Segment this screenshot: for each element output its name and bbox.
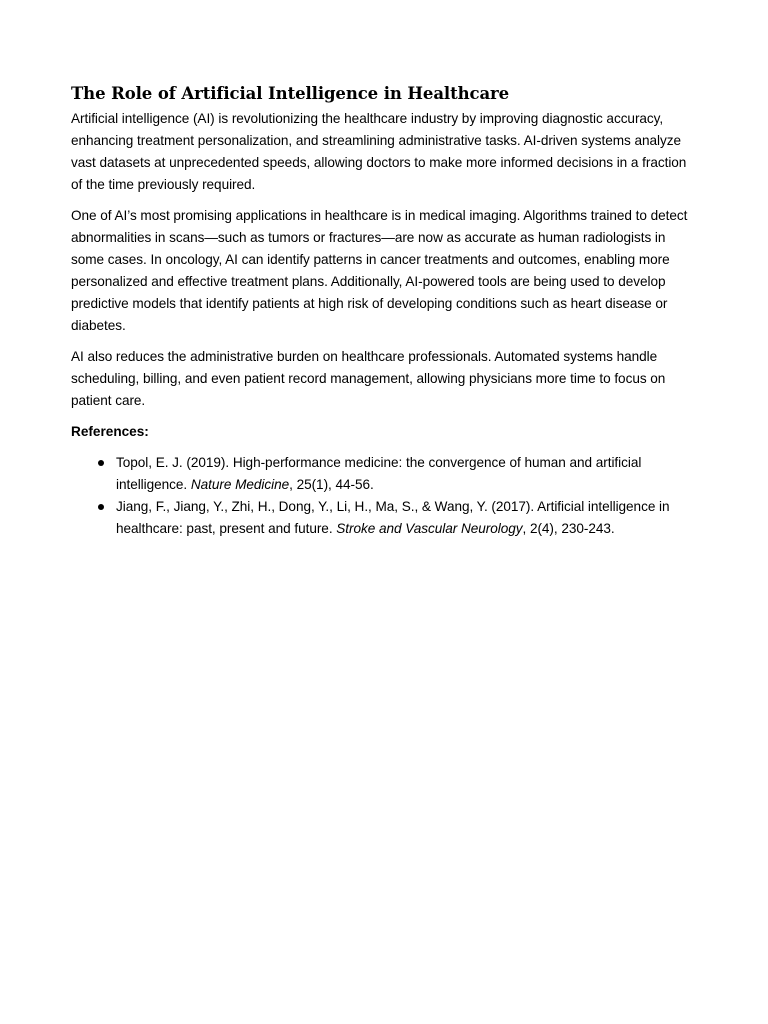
document-page	[71, 82, 699, 540]
reference-details: , 25(1), 44-56.	[289, 477, 374, 492]
reference-journal: Nature Medicine	[190, 477, 290, 492]
reference-text: Topol, E. J. (2019). High-performance medicine: the convergence of human and artificial intelligence.	[116, 455, 642, 492]
bullet-icon	[98, 460, 104, 466]
reference-item	[71, 452, 699, 496]
references-heading: References:	[71, 424, 149, 439]
paragraph-intro: Artificial intelligence (AI) is revolutionizing the healthcare industry by improving diagnostic accuracy, enhancing treatment personalization, and streamlining administrative tasks. AI-driven systems analyze vast datasets at unprecedented speeds, allowing doctors to make more informed decisions in a fraction of the time previously required.	[71, 111, 687, 192]
paragraph-medical-imaging: One of AI’s most promising applications in healthcare is in medical imaging. Algorithms trained to detect abnormalities in scans—such as tumors or fractures—are now as accurate as human radiologists in some cases. In oncology, AI can identify patterns in cancer treatments and outcomes, enabling more personalized and effective treatment plans. Additionally, AI-powered tools are being used to develop predictive models that identify patients at high risk of developing conditions such as heart disease or diabetes.	[71, 208, 688, 333]
document-title: The Role of Artificial Intelligence in Healthcare	[71, 84, 510, 103]
bullet-icon	[98, 504, 104, 510]
reference-item	[71, 496, 699, 540]
reference-details: , 2(4), 230-243.	[522, 521, 615, 536]
reference-text: Jiang, F., Jiang, Y., Zhi, H., Dong, Y., Li, H., Ma, S., & Wang, Y. (2017). Artificial intelligence in healthcare: past, present and future.	[116, 499, 670, 536]
reference-journal: Stroke and Vascular Neurology	[336, 521, 523, 536]
paragraph-administrative: AI also reduces the administrative burden on healthcare professionals. Automated systems handle scheduling, billing, and even patient record management, allowing physicians more time to focus on patient care.	[71, 349, 666, 408]
references-list	[71, 452, 699, 540]
